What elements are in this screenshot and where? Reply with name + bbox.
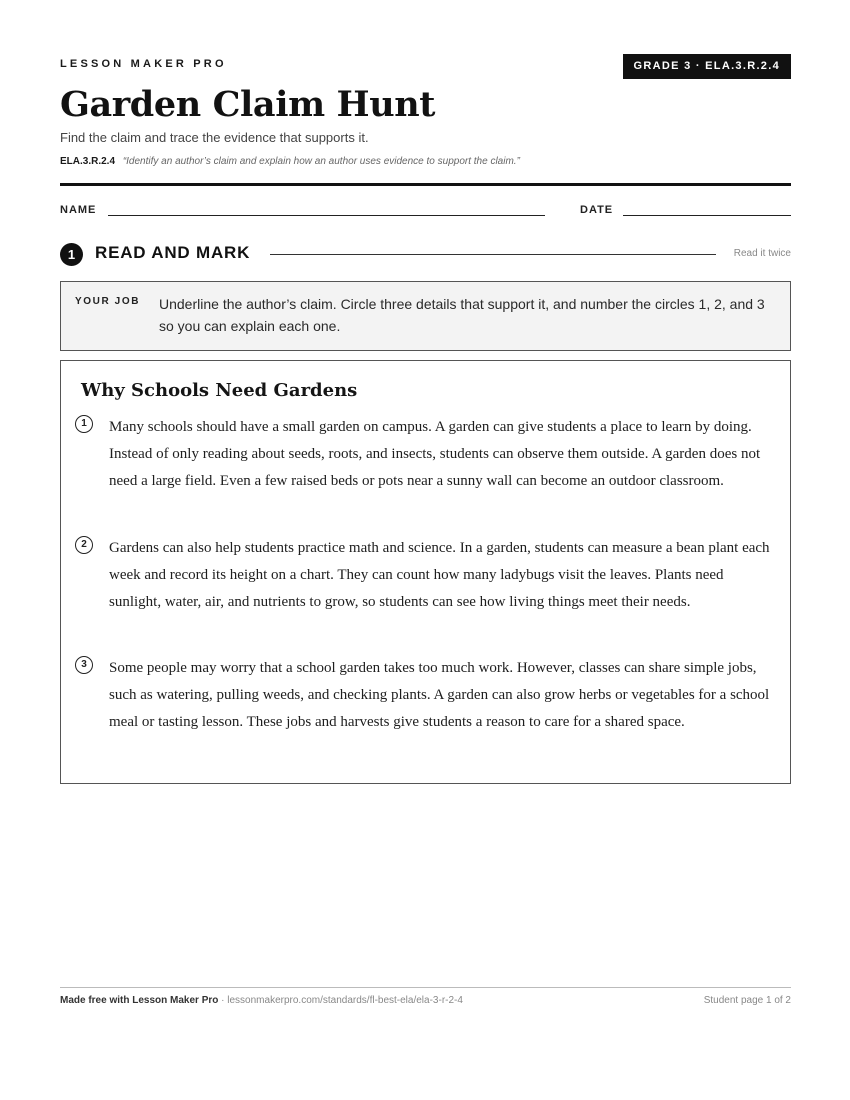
- brand-name: LESSON MAKER PRO: [60, 58, 227, 70]
- footer-made-with: Made free with Lesson Maker Pro: [60, 995, 219, 1006]
- your-job-instructions: Underline the author’s claim. Circle three details that support it, and number the circles 1, 2, and 3 so you can explain each one.: [159, 296, 765, 334]
- footer-page-number: Student page 1 of 2: [703, 995, 791, 1006]
- paragraph-number-badge: 1: [75, 415, 93, 433]
- date-label: DATE: [580, 204, 614, 216]
- passage-box: [60, 360, 791, 784]
- paragraph-number-badge: 3: [75, 656, 93, 674]
- section-number-badge: 1: [60, 243, 83, 266]
- worksheet-page: [60, 0, 791, 1100]
- footer-divider: [60, 987, 791, 988]
- name-field[interactable]: [108, 215, 545, 216]
- standard-code: ELA.3.R.2.4: [60, 156, 116, 167]
- section-note: Read it twice: [733, 248, 791, 259]
- paragraph-number-badge: 2: [75, 536, 93, 554]
- page-subtitle: Find the claim and trace the evidence that supports it.: [60, 130, 369, 145]
- your-job-label: YOUR JOB: [75, 296, 141, 307]
- section-divider: [270, 254, 716, 255]
- date-field[interactable]: [623, 215, 791, 216]
- standard-quote: “Identify an author’s claim and explain how an author uses evidence to support the claim.”: [122, 156, 520, 167]
- your-job-box: [60, 281, 791, 351]
- grade-badge: GRADE 3 · ELA.3.R.2.4: [623, 54, 792, 79]
- footer-credit: [60, 995, 463, 1006]
- standard-line: [60, 156, 520, 167]
- footer-url[interactable]: · lessonmakerpro.com/standards/fl-best-ela/ela-3-r-2-4: [218, 995, 463, 1006]
- section-title: READ AND MARK: [95, 243, 251, 262]
- name-label: NAME: [60, 204, 97, 216]
- page-title: Garden Claim Hunt: [60, 84, 436, 125]
- header-divider: [60, 183, 791, 186]
- passage-title: Why Schools Need Gardens: [81, 380, 358, 401]
- paragraph-text: Many schools should have a small garden on campus. A garden can give students a place to learn by doing. Instead of only reading about seeds, roots, and insects, students can observe them outside. A garden does not need a large field. Even a few raised beds or pots near a sunny wall can become an outdoor classroom.: [109, 419, 761, 489]
- paragraph-text: Gardens can also help students practice math and science. In a garden, students can measure a bean plant each week and record its height on a chart. They can count how many ladybugs visit the leaves. Plants need sunlight, water, air, and nutrients to grow, so students can see how living things meet their needs.: [109, 540, 770, 610]
- paragraph-text: Some people may worry that a school garden takes too much work. However, classes can share simple jobs, such as watering, pulling weeds, and checking plants. A garden can also grow herbs or vegetables for a school meal or tasting lesson. These jobs and harvests give students a reason to care for a shared space.: [109, 660, 770, 730]
